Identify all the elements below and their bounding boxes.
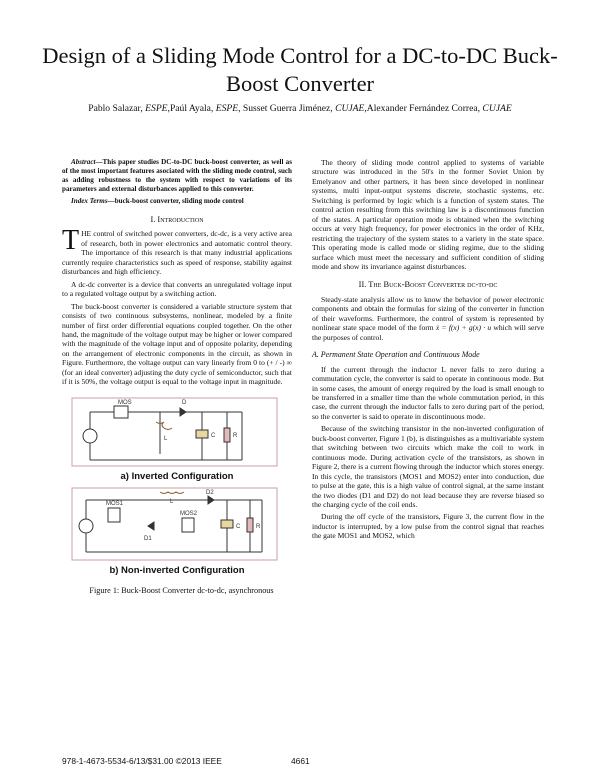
section2-text-b: which will serve the purposes of control. <box>312 323 544 342</box>
label-l-b: L <box>170 498 174 505</box>
index-terms <box>62 197 292 206</box>
label-d-a: D <box>182 399 187 406</box>
label-d1: D1 <box>144 535 152 542</box>
state-space-formula: ẋ = f(x) + g(x) · u <box>435 323 492 333</box>
mosfet-2 <box>182 518 194 532</box>
voltage-source-a <box>83 429 97 443</box>
label-l-a: L <box>164 435 168 442</box>
subsection-a-paragraph-3: During the off cycle of the transistors, Figure 3, the current flow in the inductor is interrupted, by a low pulse from the control signal that reaches the gate MOS1 and MOS2, which <box>312 512 544 541</box>
author-list <box>40 103 560 114</box>
inductor-b <box>160 492 184 494</box>
section-heading-buck-boost: II. The Buck-Boost Converter dc-to-dc <box>358 280 498 290</box>
mosfet-a <box>114 406 128 418</box>
intro-paragraph-3: The buck-boost converter is considered a variable structure system that consists of two continuous subsystems, nonlinear, modeled by a finite number of first order differential equations coupled together. On the other hand, the magnitude of the voltage output may be higher or lower compared with the magnitude of the voltage input and of opposite polarity, depending on the arrangement of electronic components in the circuit, as shown in Figure. Furthermore, the voltage output can vary linearly from 0 to (+ / -) ∞ (for an ideal converter) adjusting the duty cycle of semiconductor, such that if it is 50%, the voltage output is equal to the voltage input in magnitude. <box>62 301 292 387</box>
subsection-heading-a: A. Permanent State Operation and Continuous Mode <box>312 350 480 360</box>
intro-paragraph-2: A dc-dc converter is a device that converts an unregulated voltage input to a regulated voltage output by a switching action. <box>62 279 292 299</box>
left-column <box>62 158 292 598</box>
author-affiliation: ESPE <box>145 103 168 114</box>
capacitor-a <box>196 430 208 438</box>
abstract-text: —This paper studies DC-to-DC buck-boost converter, as well as of the most important features asociated with the sliding mode control, such as adding robustness to the system with respect to variations of its parameters and external disturbances applied to this converter. <box>62 158 292 193</box>
inverted-circuit <box>72 398 277 466</box>
author-name: ,Alexander Fernández Correa, <box>364 103 481 114</box>
index-terms-text: —buck-boost converter, sliding mode control <box>107 197 244 205</box>
section-heading-introduction: I. Introduction <box>150 215 204 224</box>
author-affiliation: CUJAE <box>335 103 365 114</box>
circuit-a-border <box>72 398 277 466</box>
intro-text-1: HE control of switched power converters, dc-dc, is a very active area of research, both in power electronics and automatic control theory. The importance of this research is that many industrial applications currently require characteristics such as speed of response, stability against disturbances and high efficiency. <box>62 229 292 277</box>
author-affiliation: CUJAE <box>482 103 512 114</box>
right-column <box>312 158 544 544</box>
label-inverted-configuration: a) Inverted Configuration <box>120 470 234 482</box>
abstract-label: Abstract <box>71 158 96 166</box>
intro-paragraph-1 <box>62 225 292 277</box>
index-terms-label: Index Terms <box>71 197 108 205</box>
resistor-b <box>247 518 253 532</box>
paper-title: Design of a Sliding Mode Control for a DC-to-DC Buck-Boost Converter <box>42 43 558 96</box>
label-mos: MOS <box>118 399 132 406</box>
label-c-a: C <box>211 432 216 439</box>
diode-2 <box>208 496 214 504</box>
figure-1 <box>62 390 292 586</box>
diode-1 <box>148 522 154 530</box>
copyright-footer: 978-1-4673-5534-6/13/$31.00 ©2013 IEEE <box>62 756 222 766</box>
label-mos2: MOS2 <box>180 510 198 517</box>
figure-caption: Figure 1: Buck-Boost Converter dc-to-dc, asynchronous <box>89 585 274 595</box>
label-non-inverted-configuration: b) Non-inverted Configuration <box>109 564 245 576</box>
label-c-b: C <box>236 523 241 530</box>
subsection-a-paragraph-2: Because of the switching transistor in the non-inverted configuration of buck-boost converter, Figure 1 (b), is distinguishes as a multivariable system that switching between two circuits which make the coil to work in continuous mode. During activation cycle of the transistors, as shown in Figure 2, there is a current flowing through the inductor which stores energy. In this cycle, the transistors (MOS1 and MOS2) enter into conduction, due to pulse at the gate, this is a high value of control signal, at the same instant the two diodes (D1 and D2) do not lead because they are reverse biased so the charging cycle of the coil ends. <box>312 424 545 509</box>
subsection-a-paragraph-1: If the current through the inductor L never falls to zero during a commutation cycle, the converter is said to operate in continuous mode. But in some cases, the amount of energy required by the load is small enough to be transferred in a smaller time than the whole commutation period, in this case, the current through the inductor falls to zero during part of the period, so the converter is said to operate in discontinuous mode. <box>312 364 544 421</box>
inductor-a <box>156 422 172 430</box>
section2-paragraph-1 <box>312 295 544 342</box>
mosfet-1 <box>108 508 120 522</box>
section2-text-a: Steady-state analysis allow us to know the behavior of power electronic components and obtain the formulas for sizing of the converter in function of their waveforms. Furthermore, the control of system is represented by nonlinear state space model of the form <box>312 294 544 333</box>
right-paragraph-1: The theory of sliding mode control applied to systems of variable structure was introduced in the 50's in the former Soviet Union by Emelyanov and other partners, it has been since developed in nonlinear systems, multi input-output systems discrete, stochastic systems, etc. Switching is performed by logic which is a function of system states. The control action resulting from this switching law is a discontinuous function of the states. A particular operation mode is obtained when the switching occurs at very high frequency, for power electronics in the order of KHz, restricting the trajectory of the system states to a variety in the state space. This operating mode is called mode or sliding regime, due to the sliding surface which must meet the necessary and sufficient condition of sliding mode and show its invariance against disturbances. <box>312 158 544 271</box>
page-number: 4661 <box>291 756 310 766</box>
label-r-a: R <box>233 432 238 439</box>
resistor-a <box>224 428 230 442</box>
non-inverted-circuit <box>72 488 277 560</box>
voltage-source-b <box>79 519 93 533</box>
label-d2: D2 <box>206 489 214 496</box>
diode-a <box>180 408 186 416</box>
author-name: ,Paúl Ayala, <box>167 103 214 114</box>
label-mos1: MOS1 <box>106 500 124 507</box>
author-affiliation: ESPE <box>215 103 239 114</box>
circuit-b-border <box>72 488 277 560</box>
drop-cap: T <box>62 225 80 257</box>
author-name: Pablo Salazar, <box>88 103 143 114</box>
author-name: , Susset Guerra Jiménez, <box>238 103 333 114</box>
capacitor-b <box>221 520 233 528</box>
circuit-diagram <box>62 390 292 586</box>
abstract <box>62 158 292 194</box>
label-r-b: R <box>256 523 261 530</box>
